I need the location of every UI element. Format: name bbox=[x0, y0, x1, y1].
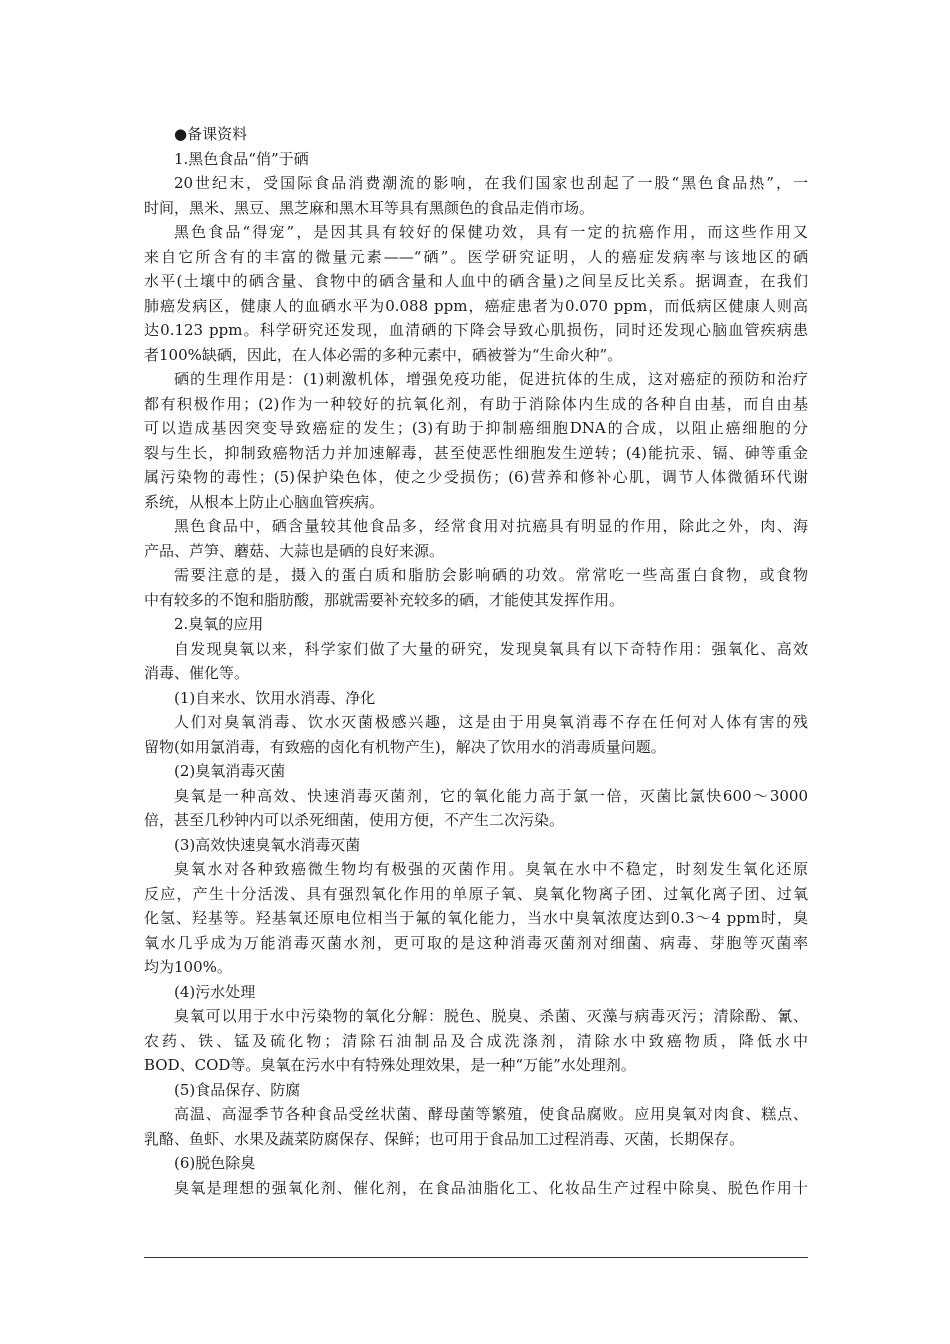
text-line: (1)自来水、饮用水消毒、净化 bbox=[174, 688, 376, 707]
text-line: 可以造成基因突变导致癌症的发生；(3)有助于抑制癌细胞DNA的合成，以阻止癌细胞的分 bbox=[144, 419, 808, 437]
document-body bbox=[144, 122, 808, 1200]
text-line: 留物(如用氯消毒，有致癌的卤化有机物产生)，解决了饮用水的消毒质量问题。 bbox=[144, 737, 666, 756]
text-line: 自发现臭氧以来，科学家们做了大量的研究，发现臭氧具有以下奇特作用：强氧化、高效 bbox=[174, 639, 808, 658]
text-line: (5)食品保存、防腐 bbox=[174, 1080, 301, 1099]
text-line: 属污染物的毒性；(5)保护染色体，使之少受损伤；(6)营养和修补心肌，调节人体微循环代谢 bbox=[144, 468, 808, 486]
text-line: (2)臭氧消毒灭菌 bbox=[174, 762, 286, 780]
text-line: 乳酪、鱼虾、水果及蔬菜防腐保存、保鲜；也可用于食品加工过程消毒、灭菌，长期保存。 bbox=[144, 1129, 745, 1148]
text-line: (3)高效快速臭氧水消毒灭菌 bbox=[174, 835, 361, 854]
text-line: 臭氧是一种高效、快速消毒灭菌剂，它的氧化能力高于氯一倍，灭菌比氯快600～3000 bbox=[174, 786, 808, 805]
text-line: 倍，甚至几秒钟内可以杀死细菌，使用方便，不产生二次污染。 bbox=[144, 811, 565, 829]
text-line: 均为100%。 bbox=[144, 958, 232, 976]
text-line: 2.臭氧的应用 bbox=[174, 615, 264, 633]
text-line: 中有较多的不饱和脂肪酸，那就需要补充较多的硒，才能使其发挥作用。 bbox=[144, 590, 625, 609]
text-line: 水平(土壤中的硒含量、食物中的硒含量和人血中的硒含量)之间呈反比关系。据调查，在我们 bbox=[144, 272, 808, 290]
text-line: 产品、芦笋、蘑菇、大蒜也是硒的良好来源。 bbox=[144, 541, 445, 560]
text-line: 高温、高湿季节各种食品受丝状菌、酵母菌等繁殖，使食品腐败。应用臭氧对肉食、糕点、 bbox=[174, 1105, 808, 1123]
text-line: ●备课资料 bbox=[174, 125, 248, 143]
text-line: 1.黑色食品“俏”于硒 bbox=[174, 149, 309, 168]
text-line: 20世纪末，受国际食品消费潮流的影响，在我们国家也刮起了一股“黑色食品热”，一 bbox=[174, 174, 808, 192]
text-line: 臭氧是理想的强氧化剂、催化剂，在食品油脂化工、化妆品生产过程中除臭、脱色作用十 bbox=[174, 1178, 808, 1197]
text-line: (6)脱色除臭 bbox=[174, 1154, 256, 1172]
text-line: 臭氧可以用于水中污染物的氧化分解：脱色、脱臭、杀菌、灭藻与病毒灭污；清除酚、氰、 bbox=[174, 1007, 808, 1025]
text-line: 黑色食品中，硒含量较其他食品多，经常食用对抗癌具有明显的作用，除此之外，肉、海 bbox=[174, 517, 808, 535]
text-line: (4)污水处理 bbox=[174, 982, 256, 1001]
text-line: 需要注意的是，摄入的蛋白质和脂肪会影响硒的功效。常常吃一些高蛋白食物，或食物 bbox=[174, 566, 808, 584]
footer-rule bbox=[144, 1257, 808, 1258]
text-line: 农药、铁、锰及硫化物；清除石油制品及合成洗涤剂，清除水中致癌物质，降低水中 bbox=[144, 1031, 808, 1050]
text-line: 反应，产生十分活泼、具有强烈氧化作用的单原子氧、臭氧化物离子团、过氧化离子团、过氧 bbox=[144, 884, 808, 903]
text-line: 肺癌发病区，健康人的血硒水平为0.088 ppm，癌症患者为0.070 ppm，而低病区健康人则高 bbox=[144, 296, 808, 315]
text-line: 人们对臭氧消毒、饮水灭菌极感兴趣，这是由于用臭氧消毒不存在任何对人体有害的残 bbox=[174, 713, 808, 731]
text-line: 臭氧水对各种致癌微生物均有极强的灭菌作用。臭氧在水中不稳定，时刻发生氧化还原 bbox=[174, 860, 808, 878]
text-line: 者100%缺硒，因此，在人体必需的多种元素中，硒被誉为“生命火种”。 bbox=[144, 345, 623, 364]
text-line: 都有积极作用；(2)作为一种较好的抗氧化剂，有助于消除体内生成的各种自由基，而自由基 bbox=[144, 394, 808, 413]
text-line: BOD、COD等。臭氧在污水中有特殊处理效果，是一种“万能”水处理剂。 bbox=[144, 1056, 636, 1074]
text-line: 达0.123 ppm。科学研究还发现，血清硒的下降会导致心肌损伤，同时还发现心脑血管疾病患 bbox=[144, 321, 808, 339]
text-line: 系统，从根本上防止心脑血管疾病。 bbox=[144, 492, 385, 511]
text-line: 消毒、催化等。 bbox=[144, 664, 250, 682]
text-line: 裂与生长，抑制致癌物活力并加速解毒，甚至使恶性细胞发生逆转；(4)能抗汞、镉、砷等重金 bbox=[144, 443, 808, 462]
text-line: 氧水几乎成为万能消毒灭菌水剂，更可取的是这种消毒灭菌剂对细菌、病毒、芽胞等灭菌率 bbox=[144, 933, 808, 952]
text-line: 化氢、羟基等。羟基氧还原电位相当于氟的氧化能力，当水中臭氧浓度达到0.3～4 ppm时，臭 bbox=[144, 909, 808, 927]
text-line: 时间，黑米、黑豆、黑芝麻和黑木耳等具有黑颜色的食品走俏市场。 bbox=[144, 198, 595, 217]
text-line: 黑色食品“得宠”，是因其具有较好的保健功效，具有一定的抗癌作用，而这些作用又 bbox=[174, 223, 808, 241]
text-line: 来自它所含有的丰富的微量元素——“硒”。医学研究证明，人的癌症发病率与该地区的硒 bbox=[144, 247, 808, 266]
text-line: 硒的生理作用是：(1)刺激机体，增强免疫功能，促进抗体的生成，这对癌症的预防和治疗 bbox=[174, 370, 808, 388]
